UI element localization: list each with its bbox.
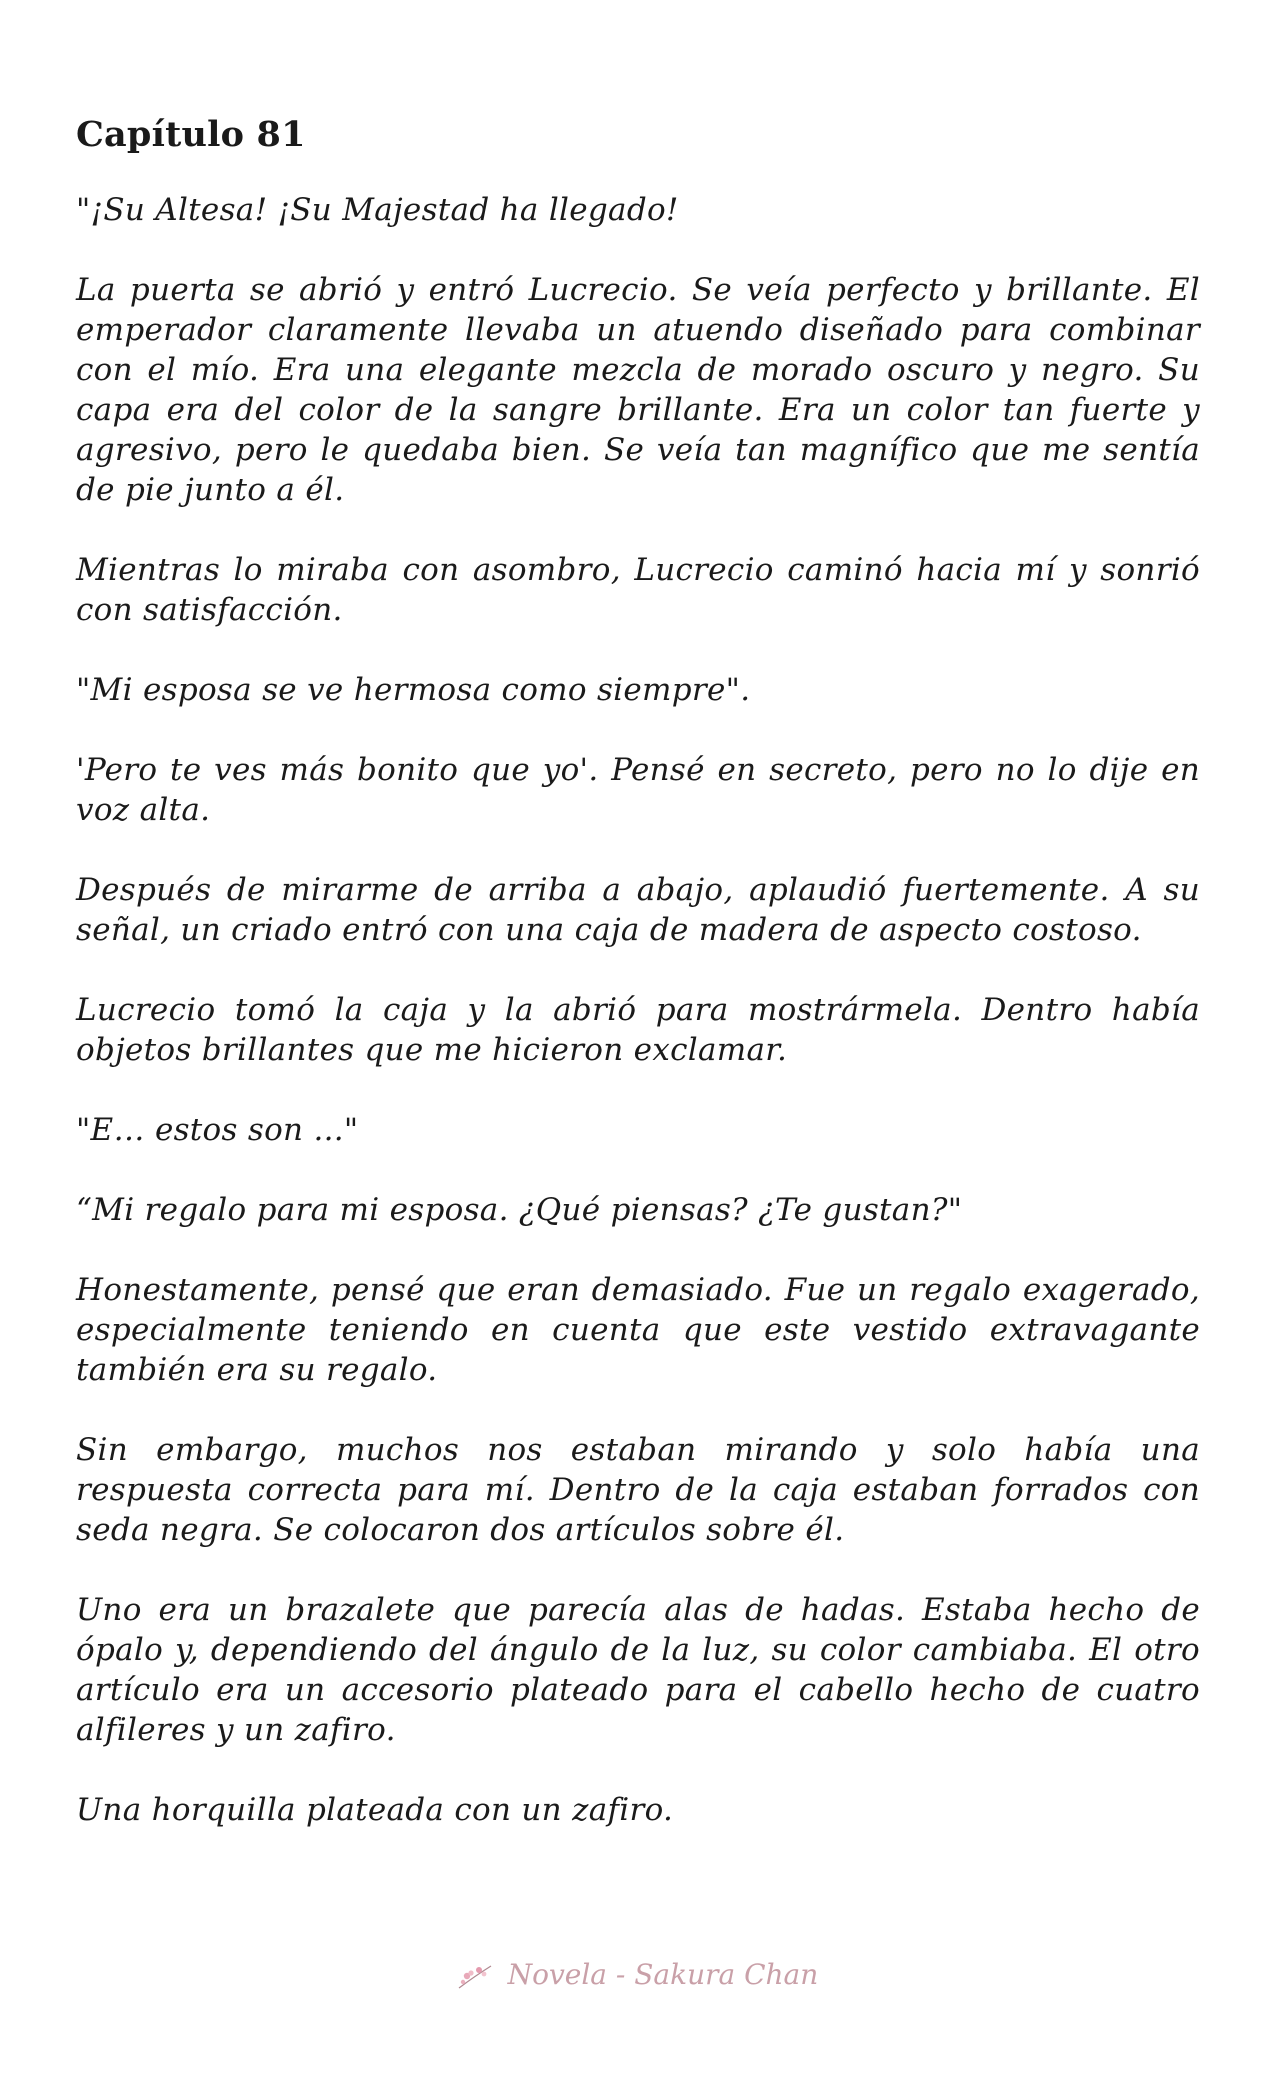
- paragraph: "Mi esposa se ve hermosa como siempre".: [76, 672, 751, 708]
- paragraph: "E… estos son ...": [76, 1112, 359, 1148]
- paragraph: La puerta se abrió y entró Lucrecio. Se veía perfecto y brillante. El emperador claramente llevaba un atuendo diseñado para combinar con el mío. Era una elegante mezcla de morado oscuro y negro. Su capa era del color de la sangre brillante. Era un color tan fuerte y agresivo, pero le quedaba bien. Se veía tan magnífico que me sentía de pie junto a él.: [76, 272, 1200, 508]
- paragraph: Mientras lo miraba con asombro, Lucrecio caminó hacia mí y sonrió con satisfacción.: [76, 552, 1200, 628]
- paragraph: Sin embargo, muchos nos estaban mirando y solo había una respuesta correcta para mí. Dentro de la caja estaban forrados con seda negra. Se colocaron dos artículos sobre él.: [76, 1432, 1200, 1548]
- paragraph: Uno era un brazalete que parecía alas de hadas. Estaba hecho de ópalo y, dependiendo del ángulo de la luz, su color cambiaba. El otro artículo era un accesorio plateado para el cabello hecho de cuatro alfileres y un zafiro.: [76, 1592, 1200, 1748]
- watermark-footer: [0, 1958, 1275, 1992]
- paragraph: "¡Su Altesa! ¡Su Majestad ha llegado!: [76, 192, 679, 228]
- chapter-title: Capítulo 81: [76, 114, 306, 155]
- chapter-page: [76, 110, 1200, 1870]
- paragraph: Una horquilla plateada con un zafiro.: [76, 1792, 674, 1828]
- chapter-body: [76, 190, 1200, 1830]
- paragraph: Honestamente, pensé que eran demasiado. Fue un regalo exagerado, especialmente teniendo en cuenta que este vestido extravagante también era su regalo.: [76, 1272, 1200, 1388]
- watermark-text: Novela - Sakura Chan: [507, 1958, 819, 1991]
- sakura-flower-icon: [457, 1962, 493, 1992]
- paragraph: Después de mirarme de arriba a abajo, aplaudió fuertemente. A su señal, un criado entró con una caja de madera de aspecto costoso.: [76, 872, 1200, 948]
- paragraph: Lucrecio tomó la caja y la abrió para mostrármela. Dentro había objetos brillantes que me hicieron exclamar.: [76, 992, 1200, 1068]
- paragraph: 'Pero te ves más bonito que yo'. Pensé en secreto, pero no lo dije en voz alta.: [76, 752, 1200, 828]
- paragraph: “Mi regalo para mi esposa. ¿Qué piensas? ¿Te gustan?": [76, 1192, 963, 1228]
